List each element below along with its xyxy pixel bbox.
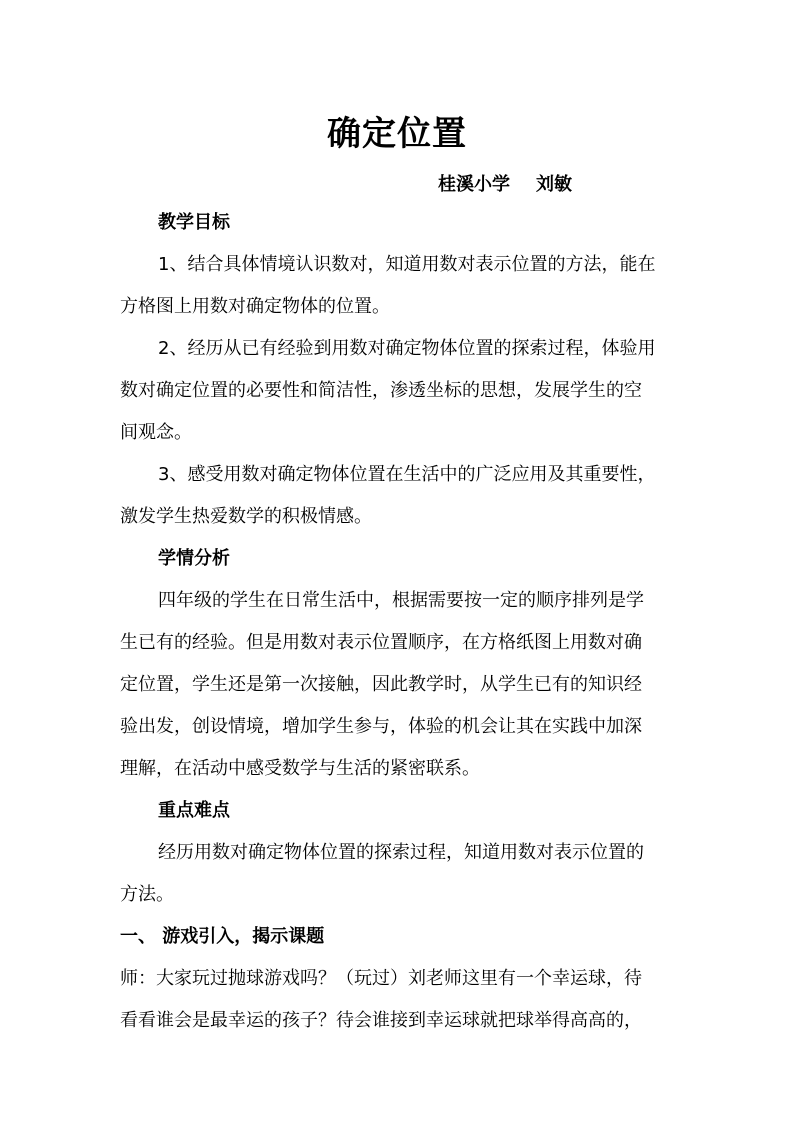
analysis-line-5: 理解，在活动中感受数学与生活的紧密联系。 [120, 758, 480, 779]
objectives-heading: 教学目标 [158, 212, 230, 233]
author-line [438, 170, 572, 196]
page-title: 确定位置 [327, 114, 467, 154]
objective-2-line-1: 2、经历从已有经验到用数对确定物体位置的探索过程，体验用 [158, 338, 656, 359]
author-school: 桂溪小学 [438, 174, 510, 195]
analysis-line-3: 定位置，学生还是第一次接触，因此教学时，从学生已有的知识经 [120, 674, 642, 695]
analysis-heading: 学情分析 [158, 548, 230, 569]
keypoints-heading: 重点难点 [158, 800, 230, 821]
objective-2-line-2: 数对确定位置的必要性和简洁性，渗透坐标的思想，发展学生的空 [120, 380, 642, 401]
part-1-heading: 一、 游戏引入，揭示课题 [120, 926, 325, 947]
analysis-line-4: 验出发，创设情境，增加学生参与，体验的机会让其在实践中加深 [120, 716, 642, 737]
analysis-line-2: 生已有的经验。但是用数对表示位置顺序，在方格纸图上用数对确 [120, 632, 642, 653]
part-1-line-2: 看看谁会是最幸运的孩子？待会谁接到幸运球就把球举得高高的， [120, 1010, 642, 1031]
objective-1-line-1: 1、结合具体情境认识数对，知道用数对表示位置的方法，能在 [158, 254, 656, 275]
keypoints-line-2: 方法。 [120, 884, 174, 905]
objective-3-line-2: 激发学生热爱数学的积极情感。 [120, 506, 372, 527]
objective-1-line-2: 方格图上用数对确定物体的位置。 [120, 296, 390, 317]
part-1-line-1: 师：大家玩过抛球游戏吗？（玩过）刘老师这里有一个幸运球，待 [120, 968, 642, 989]
analysis-line-1: 四年级的学生在日常生活中，根据需要按一定的顺序排列是学 [158, 590, 644, 611]
objective-2-line-3: 间观念。 [120, 422, 192, 443]
keypoints-line-1: 经历用数对确定物体位置的探索过程，知道用数对表示位置的 [158, 842, 644, 863]
objective-3-line-1: 3、感受用数对确定物体位置在生活中的广泛应用及其重要性， [158, 464, 656, 485]
author-name: 刘敏 [536, 174, 572, 195]
